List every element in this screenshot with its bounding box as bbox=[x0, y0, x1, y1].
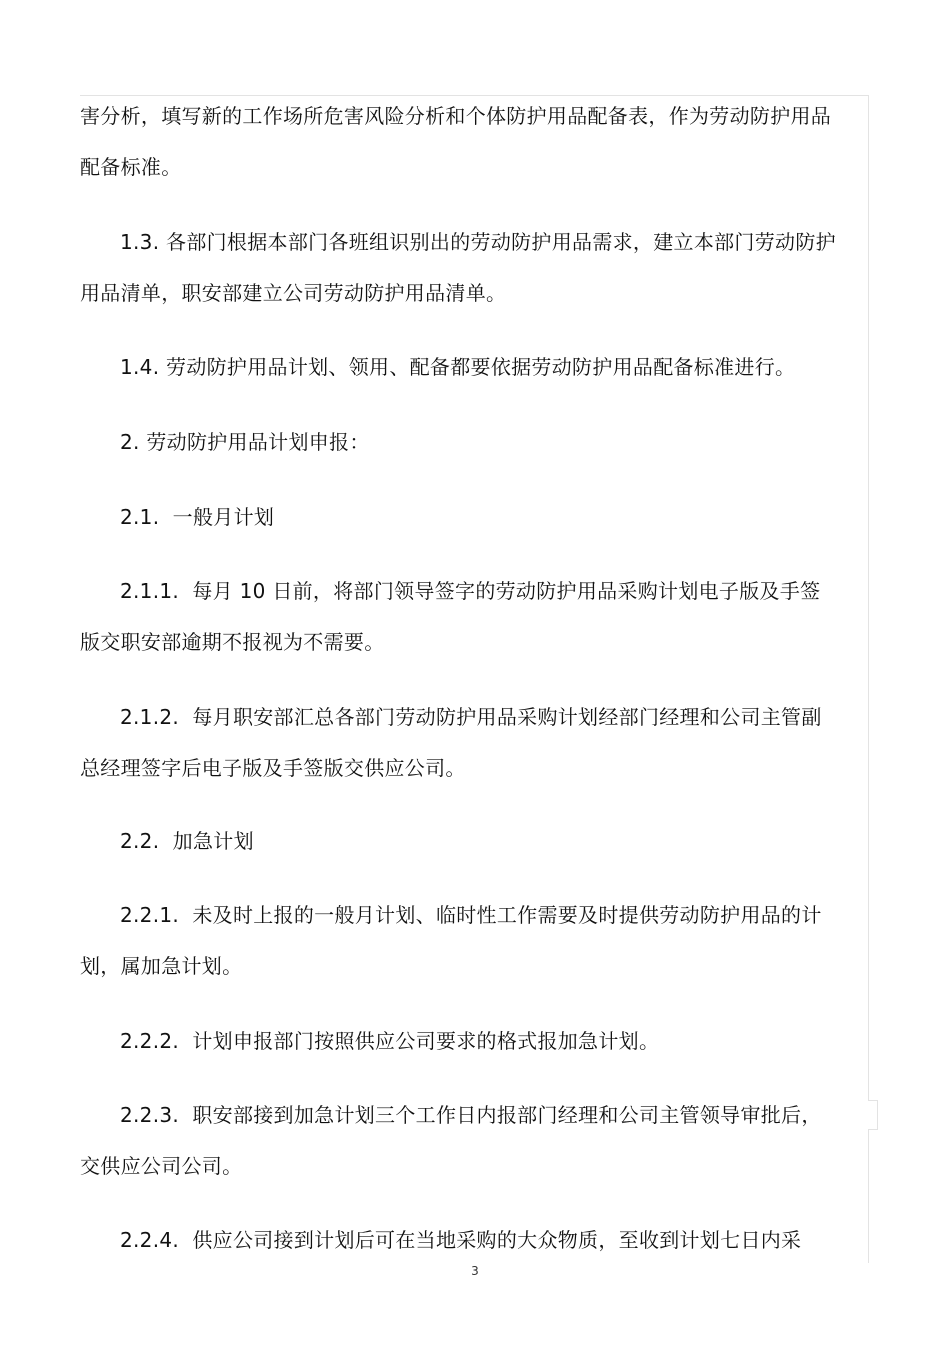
page-frame-notch bbox=[868, 1100, 878, 1130]
paragraph-2-2: 2.2. 加急计划 bbox=[120, 829, 254, 853]
paragraph-hazard-analysis: 害分析，填写新的工作场所危害风险分析和个体防护用品配备表，作为劳动防护用品配备标准。 bbox=[80, 104, 832, 179]
paragraph-2-1: 2.1. 一般月计划 bbox=[120, 505, 275, 529]
paragraph-2-1-1: 2.1.1. 每月 10 日前，将部门领导签字的劳动防护用品采购计划电子版及手签版交职安部逾期不报视为不需要。 bbox=[80, 579, 821, 654]
paragraph-2-2-3: 2.2.3. 职安部接到加急计划三个工作日内报部门经理和公司主管领导审批后，交供应公司公司。 bbox=[80, 1103, 822, 1178]
paragraph-1-3: 1.3. 各部门根据本部门各班组识别出的劳动防护用品需求，建立本部门劳动防护用品清单，职安部建立公司劳动防护用品清单。 bbox=[80, 230, 836, 305]
paragraph-2-2-4: 2.2.4. 供应公司接到计划后可在当地采购的大众物质，至收到计划七日内采 bbox=[120, 1228, 802, 1252]
paragraph-2-1-2: 2.1.2. 每月职安部汇总各部门劳动防护用品采购计划经部门经理和公司主管副总经理签字后电子版及手签版交供应公司。 bbox=[80, 705, 822, 780]
paragraph-2-2-1: 2.2.1. 未及时上报的一般月计划、临时性工作需要及时提供劳动防护用品的计划，属加急计划。 bbox=[80, 903, 822, 978]
page-frame-right-border bbox=[868, 95, 869, 1263]
paragraph-1-4: 1.4. 劳动防护用品计划、领用、配备都要依据劳动防护用品配备标准进行。 bbox=[120, 355, 796, 379]
page-number: 3 bbox=[471, 1264, 479, 1278]
paragraph-2-2-2: 2.2.2. 计划申报部门按照供应公司要求的格式报加急计划。 bbox=[120, 1029, 660, 1053]
paragraph-2-heading: 2. 劳动防护用品计划申报： bbox=[120, 430, 370, 454]
